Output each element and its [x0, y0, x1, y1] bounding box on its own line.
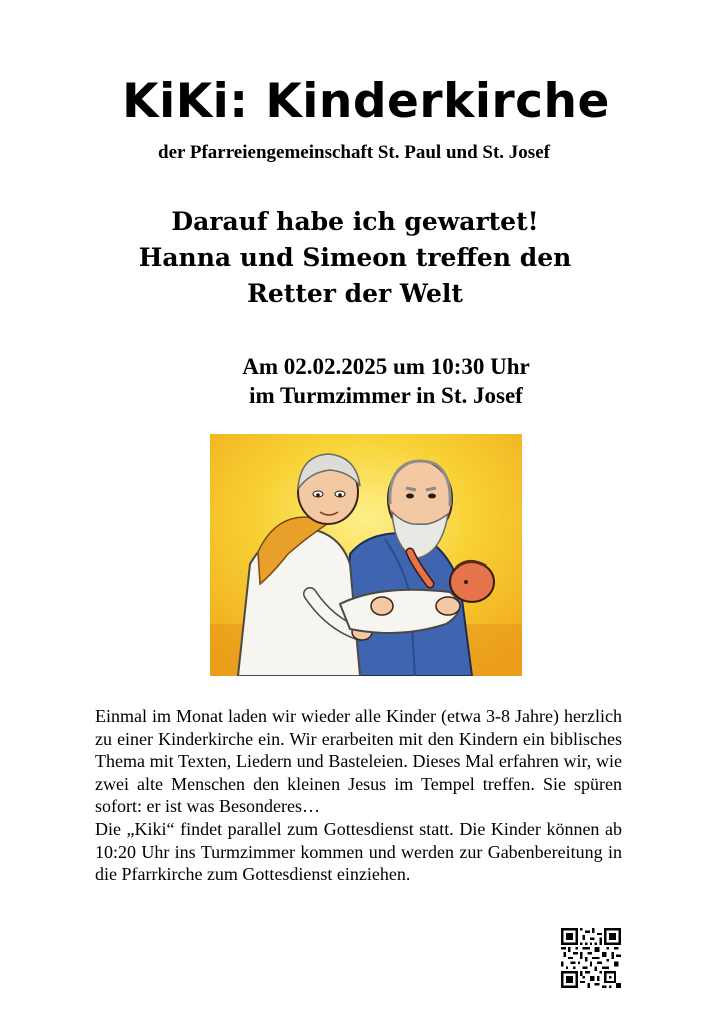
- topic-heading: [0, 204, 718, 312]
- description-paragraph-2: Die „Kiki“ findet parallel zum Gottesdienst statt. Die Kinder können ab 10:20 Uhr ins Turmzimmer kommen und werden zur Gabenbereitung in die Pfarrkirche zum Gottesdienst einziehen.: [95, 818, 622, 885]
- description-paragraph-1: Einmal im Monat laden wir wieder alle Kinder (etwa 3-8 Jahre) herzlich zu einer Kinderkirche ein. Wir erarbeiten mit den Kindern ein biblisches Thema mit Texten, Liedern und Basteleien. Dieses Mal erfahren wir, wie zwei alte Menschen den kleinen Jesus im Tempel treffen. Sie spüren sofort: er ist was Besonderes…: [95, 706, 622, 817]
- event-date: Am 02.02.2025 um 10:30 Uhr: [242, 354, 530, 379]
- qr-code-icon: [561, 928, 621, 988]
- topic-line-3: Retter der Welt: [247, 279, 463, 308]
- topic-line-1: Darauf habe ich gewartet!: [171, 207, 539, 236]
- description-text: [95, 705, 622, 886]
- event-location: im Turmzimmer in St. Josef: [249, 383, 523, 408]
- hanna-simeon-illustration: [210, 434, 522, 676]
- parish-subtitle: der Pfarreiengemeinschaft St. Paul und St. Josef: [158, 142, 550, 163]
- page-title: KiKi: Kinderkirche: [122, 74, 610, 129]
- topic-line-2: Hanna und Simeon treffen den: [138, 243, 572, 272]
- event-details: [0, 352, 718, 410]
